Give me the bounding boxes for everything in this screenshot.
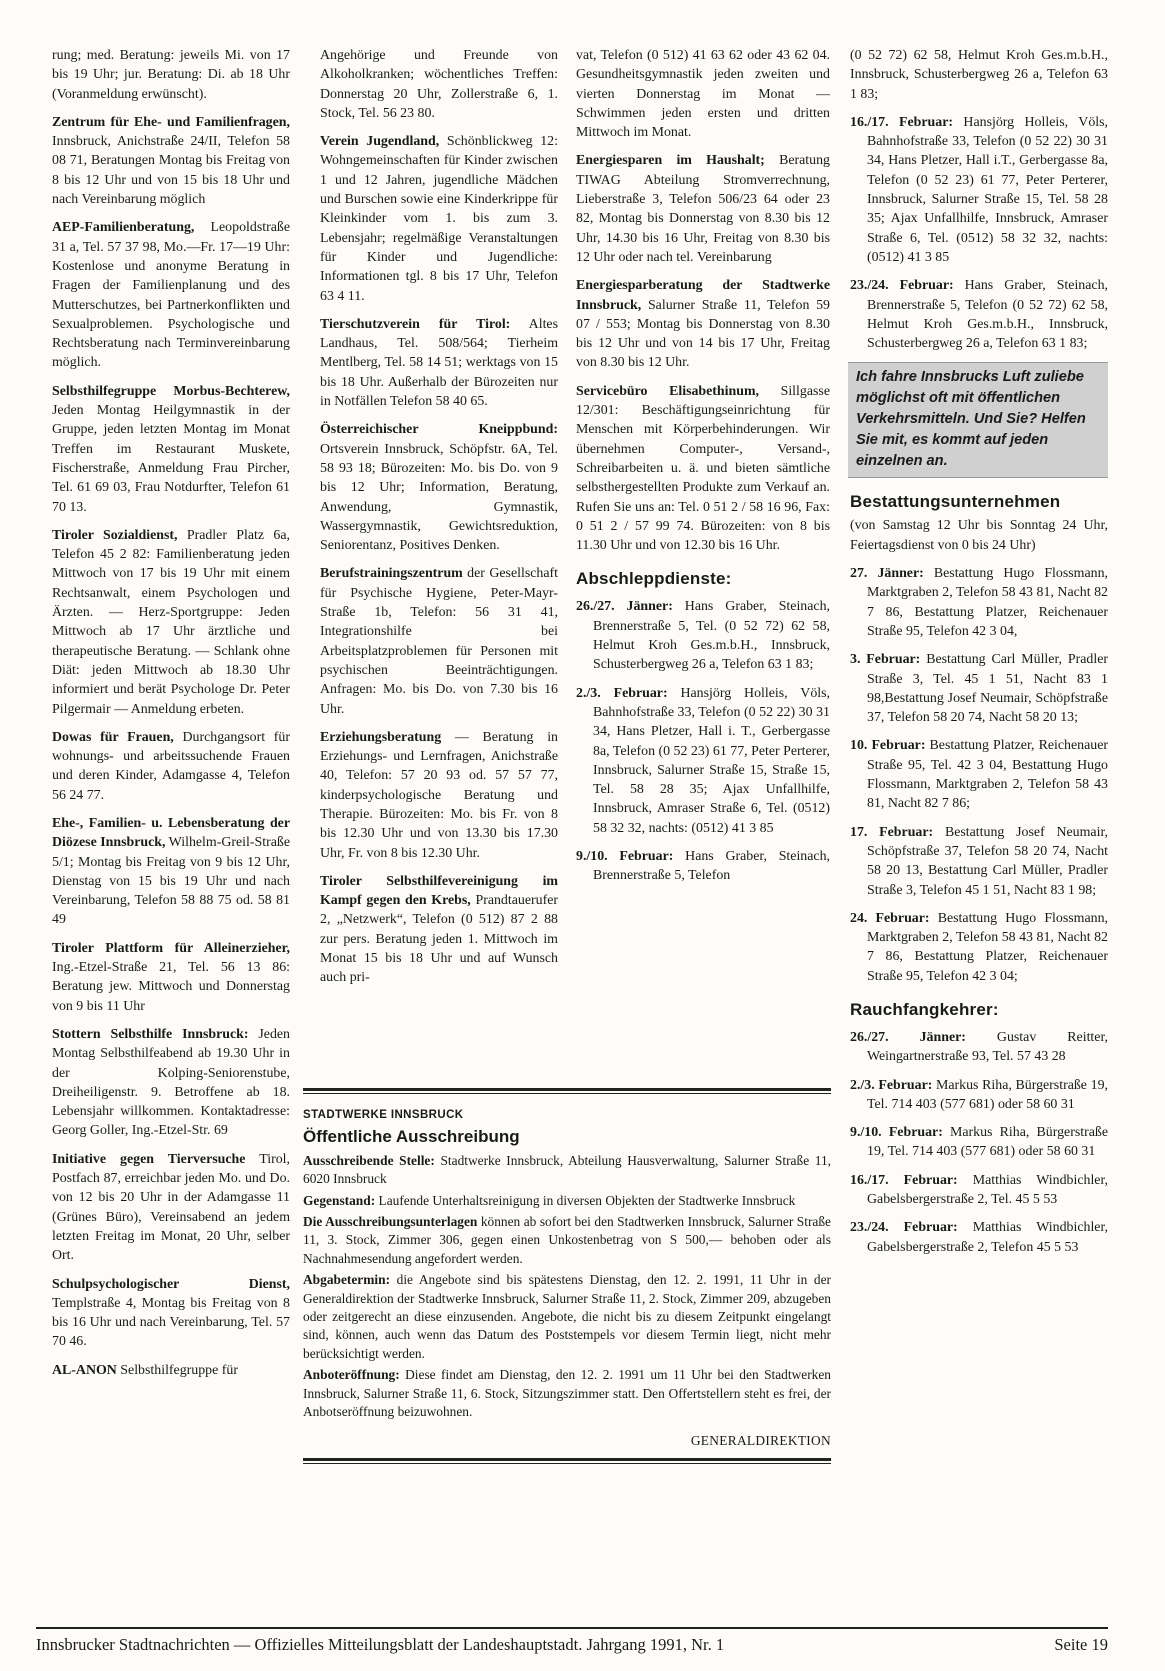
footer-publication: Innsbrucker Stadtnachrichten — Offizielles Mitteilungsblatt der Landeshauptstadt. Jahrgang 1991, Nr. 1 [36, 1635, 725, 1654]
chimney-sweep-entry-text: Markus Riha, Bürgerstraße 19, Tel. 714 403 (577 681) oder 58 60 31 [867, 1125, 1108, 1160]
service-entry [320, 564, 558, 718]
service-entry-title: Tiroler Sozialdienst, [52, 527, 178, 543]
service-entry-text: Templstraße 4, Montag bis Freitag von 8 bis 16 Uhr und nach Vereinbarung, Tel. 57 70 46. [52, 1295, 290, 1350]
service-entry [576, 46, 830, 142]
column-4 [850, 46, 1108, 1266]
towing-entry-title: 23./24. Februar: [850, 278, 954, 294]
funeral-entry-text: Bestattung Josef Neumair, Schöpfstraße 37, Telefon 58 20 74, Nacht 58 20 13, Bestattung Carl Müller, Pradler Straße 3, Telefon 45 1 51, Nacht 83 1 98; [867, 824, 1108, 898]
chimney-sweep-entry [850, 1171, 1108, 1210]
service-entry [52, 939, 290, 1016]
service-entry-text: Innsbruck, Anichstraße 24/II, Telefon 58 08 71, Beratungen Montag bis Freitag von 8 bis 12 Uhr und von 15 bis 18 Uhr und nach Vereinbarung möglich [52, 134, 290, 208]
service-entry-title: Tiroler Selbsthilfevereinigung im Kampf gegen den Krebs, [320, 873, 558, 909]
service-entry-text: Prandtauerufer 2, „Netzwerk“, Telefon (0 512) 87 2 88 zur pers. Beratung jeden 1. Mittwoch im Monat 15 bis 18 Uhr und auf Wunsch auch pri- [320, 893, 558, 986]
towing-entry-title: 9./10. Februar: [576, 848, 674, 864]
tender-paragraph-text: Diese findet am Dienstag, den 12. 2. 1991 um 11 Uhr bei den Stadtwerken Innsbruck, Salurner Straße 11, 6. Stock, Sitzungszimmer statt. Den Offertstellern steht es frei, der Anbotseröffnung beizuwohnen. [303, 1367, 831, 1420]
service-entry-title: Tierschutzverein für Tirol: [320, 316, 511, 332]
tender-paragraph-text: Stadtwerke Innsbruck, Abteilung Hausverwaltung, Salurner Straße 11, 6020 Innsbruck [303, 1152, 831, 1187]
tender-paragraph [303, 1192, 831, 1210]
funeral-entry [850, 823, 1108, 900]
service-entry-text: Pradler Platz 6a, Telefon 45 2 82: Familienberatung jeden Mittwoch von 17 bis 19 Uhr mit einem Rechtsanwalt, einem Psychologen und Ärzten. — Herz-Sportgruppe: Jeden Mittwoch ab 17 Uhr ärztliche und therapeutische Beratung. — Schlank ohne Diät: jeden Mittwoch ab 18.30 Uhr informiert und berät Psychologe Dr. Peter Pilgermair — Anmeldung erbeten. [52, 527, 291, 717]
tender-paragraph-text: die Angebote sind bis spätestens Dienstag, den 12. 2. 1991, 11 Uhr in der Generaldirektion der Stadtwerke Innsbruck, Salurner Straße 11, 2. Stock, Zimmer 209, abzugeben oder zeitgerecht an diese einzusenden. Angebote, die nicht bis zu diesem Zeitpunkt eingelangt sind, können, auch wenn das Datum des Poststempels vor diesem Termin liegt, nicht mehr berücksichtigt werden. [303, 1272, 831, 1361]
funeral-entry-title: 24. Februar: [850, 910, 930, 926]
column-1 [52, 46, 290, 1389]
funeral-entry [850, 909, 1108, 986]
public-transport-notice: Ich fahre Innsbrucks Luft zuliebe möglichst oft mit öffentlichen Verkehrsmitteln. Und Sie? Helfen Sie mit, es kommt auf jeden einzelnen an. [848, 362, 1108, 478]
service-entry-title: Berufstrainingszentrum [320, 566, 463, 582]
funeral-entry [850, 564, 1108, 641]
chimney-sweep-entry-title: 16./17. Februar: [850, 1172, 958, 1188]
service-entry [576, 382, 830, 556]
service-entry [52, 218, 290, 372]
towing-entry-text: Hansjörg Holleis, Völs, Bahnhofstraße 33, Telefon (0 52 22) 30 31 34, Hans Pletzer, Hall i.T., Gerbergasse 8a, Telefon (0 52 23) 61 77, Peter Perterer, Innsbruck, Salurner Straße 15, Tel. 58 28 35; Ajax Unfallhilfe, Innsbruck, Amraser Straße 6, Tel. (0512) 58 32 32, nachts: (0512) 41 3 85 [867, 114, 1109, 265]
towing-entry-title: 16./17. Februar: [850, 114, 954, 130]
tender-paragraph-label: Gegenstand: [303, 1192, 376, 1208]
towing-entry-text: Hans Graber, Steinach, Brennerstraße 5, Tel. (0 52 72) 62 58, Helmut Kroh Ges.m.b.H., Innsbruck, Schusterbergweg 26 a, Telefon 63 1 83; [593, 599, 831, 673]
service-entry [320, 315, 558, 411]
service-entry [320, 132, 558, 306]
service-entry-title: Tiroler Plattform für Alleinerzieher, [52, 940, 290, 956]
tender-paragraph-text: können ab sofort bei den Stadtwerken Innsbruck, Salurner Straße 11, 3. Stock, Zimmer 306, gegen einen Unkostenbetrag von S 500,— behoben oder als Nachnahmesendung angefordert werden. [303, 1214, 831, 1266]
service-entry-title: Ehe-, Familien- u. Lebensberatung der Diözese Innsbruck, [52, 815, 290, 851]
towing-entry [850, 276, 1108, 353]
service-entry [320, 728, 558, 863]
service-entry [52, 728, 290, 805]
section-heading-rauchfangkehrer: Rauchfangkehrer: [850, 999, 999, 1019]
service-entry-title: Zentrum für Ehe- und Familienfragen, [52, 114, 290, 130]
service-entry-title: AL-ANON [52, 1362, 117, 1378]
service-entry [52, 382, 290, 517]
service-entry-text: Selbsthilfegruppe für [116, 1362, 238, 1378]
service-entry [576, 151, 830, 267]
service-entry-title: Schulpsychologischer Dienst, [52, 1276, 290, 1292]
service-entry-text: Jeden Montag Selbsthilfeabend ab 19.30 Uhr in der Kolping-Seniorenstube, Dreiheiligenstr. 9. Betroffene ab 18. Lebensjahr willkommen. Kontaktadresse: Georg Goller, Ing.-Etzel-Str. 69 [52, 1026, 291, 1139]
chimney-sweep-entry-text: Matthias Windbichler, Gabelsbergerstraße 2, Tel. 45 5 53 [867, 1172, 1109, 1208]
towing-entry [850, 46, 1108, 104]
towing-entry [576, 597, 830, 674]
service-entry-text: der Gesellschaft für Psychische Hygiene, Peter-Mayr-Straße 1b, Telefon: 56 31 41, Integrationshilfe bei Arbeitsplatzproblemen für Personen mit psychischen Beeinträchtigungen. Anfragen: Mo. bis Do. von 7.30 bis 16 Uhr. [320, 566, 558, 717]
towing-entry-text: Hansjörg Holleis, Völs, Bahnhofstraße 33, Telefon (0 52 22) 30 31 34, Hans Pletzer, Hall i. T., Gerbergasse 8a, Telefon (0 52 23) 61 77, Peter Perterer, Innsbruck, Salurner Straße 15, Straße 15, Tel. 58 28 35; Ajax Unfallhilfe, Innsbruck, Amraser Straße 6, Tel. (0512) 58 32 32, nachts: (0512) 41 3 85 [593, 685, 830, 836]
public-tender-notice [303, 1088, 831, 1464]
service-entry [52, 1275, 290, 1352]
service-entry-title: Servicebüro Elisabethinum, [576, 383, 760, 399]
service-entry-text: rung; med. Beratung: jeweils Mi. von 17 bis 19 Uhr; jur. Beratung: Di. ab 18 Uhr (Voranmeldung erwünscht). [52, 48, 290, 102]
chimney-sweep-entry [850, 1123, 1108, 1162]
service-entry-text: Altes Landhaus, Tel. 508/564; Tierheim Mentlberg, Tel. 58 14 51; werktags von 15 bis 18 Uhr. Außerhalb der Bürozeiten nur in Notfällen Telefon 58 40 65. [320, 316, 559, 410]
towing-entry-title: 26./27. Jänner: [576, 599, 673, 615]
towing-entry [850, 113, 1108, 267]
tender-paragraph [303, 1213, 831, 1268]
service-entry-text: Sillgasse 12/301: Beschäftigungseinrichtung für Menschen mit Körperbehinderungen. Wir übernehmen Computer-, Versand-, Schreibarbeiten u. ä. und bieten sämtliche selbsthergestellten Produkte zum Verkauf an. Rufen Sie uns an: Tel. 0 51 2 / 58 16 96, Fax: 0 51 2 / 57 99 74. Bürozeiten: von 8 bis 11.30 Uhr und von 12.30 bis 16 Uhr. [576, 383, 830, 554]
chimney-sweep-entry-title: 9./10. Februar: [850, 1125, 943, 1141]
funeral-entry-title: 17. Februar: [850, 824, 934, 840]
towing-entry-text: (0 52 72) 62 58, Helmut Kroh Ges.m.b.H., Innsbruck, Schusterbergweg 26 a, Telefon 63 1 83; [850, 48, 1108, 102]
service-entry-title: Österreichischer Kneippbund: [320, 422, 558, 438]
chimney-sweep-entry-text: Markus Riha, Bürgerstraße 19, Tel. 714 403 (577 681) oder 58 60 31 [867, 1077, 1108, 1112]
service-entry [52, 1361, 290, 1380]
funeral-entry [850, 650, 1108, 727]
service-entry [320, 420, 558, 555]
service-entry [52, 1025, 290, 1141]
towing-entry-text: Hans Graber, Steinach, Brennerstraße 5, Telefon [593, 848, 830, 884]
tender-paragraph-label: Anboteröffnung: [303, 1367, 400, 1383]
section-heading-bestattung: Bestattungsunternehmen [850, 492, 1061, 512]
towing-entry [576, 684, 830, 838]
tender-paragraph-label: Ausschreibende Stelle: [303, 1152, 435, 1168]
chimney-sweep-entry [850, 1076, 1108, 1115]
service-entry [52, 1150, 290, 1266]
service-entry-title: Energiesparberatung der Stadtwerke Innsbruck, [576, 278, 830, 313]
service-entry [52, 46, 290, 104]
service-entry-text: Tirol, Postfach 87, erreichbar jeden Mo. und Do. von 12 bis 20 Uhr in der Adamgasse 11 (Grünes Büro), Vereinsabend an jedem letzten Freitag im Monat, 20 Uhr, selber Ort. [52, 1151, 290, 1264]
footer-page-number: Seite 19 [1054, 1635, 1108, 1654]
chimney-sweep-entry [850, 1028, 1108, 1067]
chimney-sweep-entry [850, 1218, 1108, 1257]
service-entry [320, 872, 558, 988]
tender-bottom-rule [303, 1458, 831, 1464]
funeral-entry-text: Bestattung Hugo Flossmann, Marktgraben 2, Telefon 58 43 81, Nacht 82 7 86, Bestattung Platzer, Reichenauer Straße 95, Telefon 42 3 04, [867, 566, 1109, 639]
tender-paragraph [303, 1271, 831, 1363]
tender-paragraph [303, 1152, 831, 1189]
service-entry-title: Verein Jugendland, [320, 134, 440, 150]
service-entry-text: Leopoldstraße 31 a, Tel. 57 37 98, Mo.—Fr. 17—19 Uhr: Kostenlose und anonyme Beratung in Fragen der Familienplanung und des Mutterschutzes, bei Partnerkonflikten und Sexualproblemen. Psychologische und Rechtsberatung nach Terminvereinbarung möglich. [52, 220, 290, 371]
bestattung-subtitle: (von Samstag 12 Uhr bis Sonntag 24 Uhr, Feiertagsdienst von 0 bis 24 Uhr) [850, 518, 1108, 553]
funeral-entry-title: 27. Jänner: [850, 566, 924, 582]
service-entry-text: Ortsverein Innsbruck, Schöpfstr. 6A, Tel. 58 93 18; Bürozeiten: Mo. bis Do. von 9 bis 12 Uhr; Information, Beratung, Anwendung, Gymnastik, Wassergymnastik, Gewichtsreduktion, Seniorentanz, Positives Denken. [320, 441, 558, 554]
tender-paragraph-label: Die Ausschreibungsunterlagen [303, 1214, 478, 1230]
tender-kicker: STADTWERKE INNSBRUCK [303, 1109, 464, 1121]
service-entry-title: Stottern Selbsthilfe Innsbruck: [52, 1026, 249, 1042]
towing-entry-title: 2./3. Februar: [576, 685, 668, 701]
service-entry [52, 814, 290, 930]
service-entry [576, 276, 830, 372]
service-entry-text: Wilhelm-Greil-Straße 5/1; Montag bis Freitag von 9 bis 12 Uhr, Dienstag von 15 bis 19 Uhr und nach Vereinbarung, Telefon 58 88 75 od. 58 81 49 [52, 835, 291, 928]
funeral-entry-text: Bestattung Carl Müller, Pradler Straße 3, Tel. 45 1 51, Nacht 83 1 98,Bestattung Josef Neumair, Schöpfstraße 37, Telefon 58 20 74, Nacht 58 20 13; [867, 652, 1108, 726]
service-entry-title: Initiative gegen Tierversuche [52, 1151, 246, 1167]
service-entry-title: Dowas für Frauen, [52, 729, 174, 745]
chimney-sweep-entry-title: 23./24. Februar: [850, 1220, 958, 1236]
service-entry-title: Selbsthilfegruppe Morbus-Bechterew, [52, 383, 290, 399]
chimney-sweep-entry-text: Gustav Reitter, Weingartnerstraße 93, Tel. 57 43 28 [867, 1029, 1109, 1065]
funeral-entry-title: 3. Februar: [850, 652, 921, 668]
service-entry-text: Jeden Montag Heilgymnastik in der Gruppe, jeden letzten Montag im Monat Treffen im Restaurant Muskete, Fischerstraße, Anmeldung Frau Pircher, Tel. 61 69 03, Frau Notdurfter, Telefon 61 70 13. [52, 403, 290, 515]
chimney-sweep-entry-title: 26./27. Jänner: [850, 1029, 966, 1045]
tender-signature: GENERALDIREKTION [690, 1432, 831, 1448]
service-entry-title: Energiesparen im Haushalt; [576, 153, 765, 169]
service-entry-text: Beratung TIWAG Abteilung Stromverrechnung, Lieberstraße 3, Telefon 506/23 64 oder 23 82, Montag bis Donnerstag von 8.30 bis 12 Uhr, 14.30 bis 16 Uhr, Freitag von 8.30 bis 12 Uhr oder nach tel. Vereinbarung [576, 153, 830, 265]
chimney-sweep-entry-title: 2./3. Februar: [850, 1077, 933, 1093]
service-entry-text: Angehörige und Freunde von Alkoholkranken; wöchentliches Treffen: Donnerstag 20 Uhr, Zollerstraße 6, 1. Stock, Tel. 56 23 80. [320, 48, 558, 121]
funeral-entry-text: Bestattung Platzer, Reichenauer Straße 95, Tel. 42 3 04, Bestattung Hugo Flossmann, Marktgraben 2, Telefon 58 43 81, Nacht 82 7 86; [867, 738, 1108, 812]
funeral-entry-title: 10. Februar: [850, 738, 926, 754]
tender-paragraph-text: Laufende Unterhaltsreinigung in diversen Objekten der Stadtwerke Innsbruck [375, 1192, 796, 1208]
tender-paragraph [303, 1366, 831, 1421]
service-entry-text: Ing.-Etzel-Straße 21, Tel. 56 13 86: Beratung jew. Mittwoch und Donnerstag von 9 bis 11 Uhr [52, 960, 290, 1014]
service-entry [52, 113, 290, 209]
chimney-sweep-entry-text: Matthias Windbichler, Gabelsbergerstraße 2, Telefon 45 5 53 [867, 1220, 1109, 1255]
column-2 [320, 46, 558, 997]
section-heading-abschleppdienste: Abschleppdienste: [576, 569, 732, 589]
towing-entry [576, 847, 830, 886]
service-entry-text: vat, Telefon (0 512) 41 63 62 oder 43 62 04. Gesundheitsgymnastik jeden zweiten und vierten Donnerstag im Monat — Schwimmen jeden ersten und dritten Mittwoch im Monat. [576, 48, 830, 141]
tender-top-rule [303, 1088, 831, 1094]
service-entry-title: Erziehungsberatung [320, 729, 442, 745]
service-entry [320, 46, 558, 123]
funeral-entry [850, 736, 1108, 813]
tender-title: Öffentliche Ausschreibung [303, 1127, 520, 1147]
service-entry-text: Durchgangsort für wohnungs- und arbeitssuchende Frauen und deren Kinder, Adamgasse 4, Telefon 56 24 77. [52, 729, 290, 803]
towing-entry-text: Hans Graber, Steinach, Brennerstraße 5, Telefon (0 52 72) 62 58, Helmut Kroh Ges.m.b.H., Innsbruck, Schusterbergweg 26 a, Telefon 63 1 83; [867, 278, 1108, 352]
service-entry-title: AEP-Familienberatung, [52, 220, 195, 236]
page-footer [36, 1627, 1108, 1655]
service-entry-text: Salurner Straße 11, Telefon 59 07 / 553; Montag bis Donnerstag von 8.30 bis 12 Uhr und von 14 bis 17 Uhr, Freitag von 8.30 bis 12 Uhr. [576, 297, 830, 371]
funeral-entry-text: Bestattung Hugo Flossmann, Marktgraben 2, Telefon 58 43 81, Nacht 82 7 86, Bestattung Platzer, Reichenauer Straße 95, Telefon 42 3 04; [867, 910, 1109, 984]
service-entry [52, 526, 290, 719]
column-3 [576, 46, 830, 895]
service-entry-text: — Beratung in Erziehungs- und Lernfragen, Anichstraße 40, Telefon: 57 20 93 od. 57 57 77, kinderpsychologische Beratung und Therapie. Bürozeiten: Mo. bis Fr. von 8 bis 12.30 Uhr und von 13.30 bis 17.30 Uhr, Fr. von 8 bis 12.30 Uhr. [320, 729, 558, 861]
tender-paragraph-label: Abgabetermin: [303, 1272, 391, 1288]
service-entry-text: Schönblickweg 12: Wohngemeinschaften für Kinder zwischen 1 und 12 Jahren, jugendliche Mädchen und Burschen sowie eine Kinderkrippe für Kleinkinder vom 1. bis zum 3. Lebensjahr; regelmäßige Veranstaltungen für Kinder und Jugendliche: Informationen tgl. 8 bis 17 Uhr, Telefon 63 4 11. [320, 134, 558, 304]
